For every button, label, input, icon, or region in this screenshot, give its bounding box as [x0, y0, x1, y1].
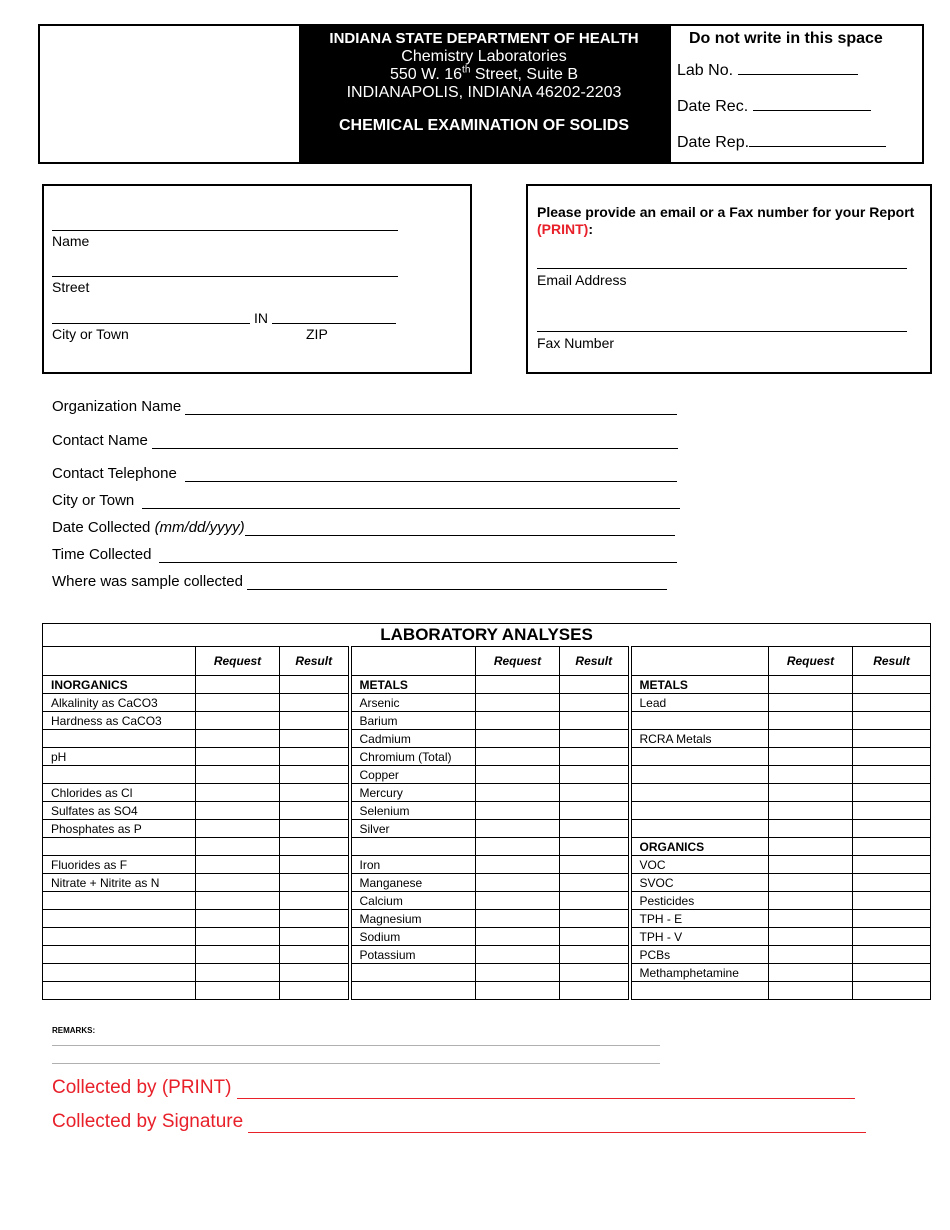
result-cell[interactable]: [280, 982, 350, 1000]
analyte-label: Sulfates as SO4: [43, 802, 196, 820]
result-cell[interactable]: [280, 748, 350, 766]
request-cell[interactable]: [476, 802, 560, 820]
request-cell[interactable]: [769, 802, 853, 820]
analyte-label: [43, 910, 196, 928]
analyte-label: [43, 946, 196, 964]
result-cell[interactable]: [853, 730, 931, 748]
analyte-label: Silver: [350, 820, 476, 838]
request-cell[interactable]: [476, 694, 560, 712]
street-label: Street: [52, 279, 90, 295]
result-cell[interactable]: [853, 838, 931, 856]
request-cell[interactable]: [769, 856, 853, 874]
request-cell[interactable]: [769, 982, 853, 1000]
analyte-label: Cadmium: [350, 730, 476, 748]
table-row: [43, 838, 931, 856]
analyte-label: Calcium: [350, 892, 476, 910]
analyte-label: Alkalinity as CaCO3: [43, 694, 196, 712]
request-cell[interactable]: [769, 676, 853, 694]
result-cell[interactable]: [280, 784, 350, 802]
lab-name: Chemistry Laboratories: [401, 48, 567, 65]
analyte-label: Potassium: [350, 946, 476, 964]
result-cell[interactable]: [853, 946, 931, 964]
sample-location-field[interactable]: Where was sample collected: [52, 573, 667, 590]
request-cell[interactable]: [196, 730, 280, 748]
result-cell[interactable]: [560, 964, 630, 982]
column-header-result: Result: [280, 647, 350, 676]
result-cell[interactable]: [853, 784, 931, 802]
result-cell[interactable]: [560, 766, 630, 784]
request-cell[interactable]: [196, 784, 280, 802]
request-cell[interactable]: [196, 802, 280, 820]
date-collected-field[interactable]: Date Collected (mm/dd/yyyy): [52, 519, 675, 536]
street-line[interactable]: [52, 276, 398, 277]
form-title: CHEMICAL EXAMINATION OF SOLIDS: [338, 117, 630, 134]
analyte-label: [630, 748, 769, 766]
fax-label: Fax Number: [537, 335, 615, 351]
collected-by-signature-field[interactable]: Collected by Signature: [52, 1111, 866, 1133]
request-cell[interactable]: [476, 748, 560, 766]
contact-city-field[interactable]: City or Town: [52, 492, 680, 509]
request-cell[interactable]: [476, 946, 560, 964]
remarks-line[interactable]: [52, 1063, 660, 1064]
analyte-label: Fluorides as F: [43, 856, 196, 874]
table-row: [43, 748, 931, 766]
request-cell[interactable]: [196, 964, 280, 982]
request-cell[interactable]: [196, 874, 280, 892]
analyte-label: [43, 964, 196, 982]
laboratory-analyses-table: [42, 623, 931, 1000]
analyte-label: Magnesium: [350, 910, 476, 928]
table-row: [43, 928, 931, 946]
table-row: [43, 820, 931, 838]
request-cell[interactable]: [196, 820, 280, 838]
result-cell[interactable]: [853, 748, 931, 766]
result-cell[interactable]: [560, 946, 630, 964]
analyte-label: Iron: [350, 856, 476, 874]
column-header-result: Result: [853, 647, 931, 676]
email-label: Email Address: [537, 272, 627, 288]
department-name: INDIANA STATE DEPARTMENT OF HEALTH: [329, 30, 639, 47]
result-cell[interactable]: [280, 802, 350, 820]
analyte-label: pH: [43, 748, 196, 766]
result-cell[interactable]: [560, 820, 630, 838]
request-cell[interactable]: [476, 910, 560, 928]
request-cell[interactable]: [476, 784, 560, 802]
analyte-label: Pesticides: [630, 892, 769, 910]
table-row: [43, 766, 931, 784]
analyte-label: [350, 838, 476, 856]
analyte-label: Chlorides as Cl: [43, 784, 196, 802]
analyte-label: [43, 730, 196, 748]
request-cell[interactable]: [196, 856, 280, 874]
request-cell[interactable]: [476, 730, 560, 748]
analyte-label: [43, 928, 196, 946]
request-cell[interactable]: [769, 748, 853, 766]
result-cell[interactable]: [280, 964, 350, 982]
lab-city: INDIANAPOLIS, INDIANA 46202-2203: [346, 84, 622, 101]
result-cell[interactable]: [560, 874, 630, 892]
analyte-label: TPH - V: [630, 928, 769, 946]
analyte-label: [630, 802, 769, 820]
table-row: [43, 856, 931, 874]
table-row: [43, 802, 931, 820]
result-cell[interactable]: [280, 766, 350, 784]
analyte-label: Phosphates as P: [43, 820, 196, 838]
result-cell[interactable]: [560, 784, 630, 802]
request-cell[interactable]: [769, 874, 853, 892]
result-cell[interactable]: [560, 910, 630, 928]
analyte-label: Selenium: [350, 802, 476, 820]
analyte-label: SVOC: [630, 874, 769, 892]
request-cell[interactable]: [196, 838, 280, 856]
analyte-label: [630, 784, 769, 802]
zip-label: ZIP: [306, 326, 328, 342]
request-cell[interactable]: [769, 928, 853, 946]
result-cell[interactable]: [853, 856, 931, 874]
request-cell[interactable]: [476, 712, 560, 730]
analyte-label: ORGANICS: [630, 838, 769, 856]
name-label: Name: [52, 233, 90, 249]
zip-line[interactable]: [272, 323, 396, 324]
result-cell[interactable]: [853, 982, 931, 1000]
form-header: [38, 24, 924, 164]
result-cell[interactable]: [560, 676, 630, 694]
office-use-title: Do not write in this space: [689, 30, 883, 47]
analyte-label: RCRA Metals: [630, 730, 769, 748]
remarks-label: REMARKS:: [52, 1026, 96, 1035]
analyte-label: Nitrate + Nitrite as N: [43, 874, 196, 892]
department-block: [299, 26, 669, 162]
time-collected-field[interactable]: Time Collected: [52, 546, 677, 563]
request-cell[interactable]: [196, 928, 280, 946]
result-cell[interactable]: [280, 892, 350, 910]
result-cell[interactable]: [280, 874, 350, 892]
analyte-label: [630, 982, 769, 1000]
result-cell[interactable]: [853, 874, 931, 892]
table-row: [43, 694, 931, 712]
table-row: [43, 964, 931, 982]
analyte-label: [43, 766, 196, 784]
request-cell[interactable]: [476, 676, 560, 694]
state-value: IN: [254, 310, 268, 326]
column-header-request: Request: [769, 647, 853, 676]
result-cell[interactable]: [280, 730, 350, 748]
analyte-label: [630, 820, 769, 838]
organization-field[interactable]: Organization Name: [52, 398, 677, 415]
result-cell[interactable]: [560, 748, 630, 766]
request-cell[interactable]: [476, 820, 560, 838]
logo-area: [40, 26, 299, 162]
request-cell[interactable]: [196, 748, 280, 766]
analyte-label: [43, 982, 196, 1000]
report-prompt: Please provide an email or a Fax number for your Report (PRINT):: [537, 204, 915, 237]
analyte-label: [350, 964, 476, 982]
analyses-body: [43, 676, 931, 1000]
analyte-label: TPH - E: [630, 910, 769, 928]
result-cell[interactable]: [560, 928, 630, 946]
result-cell[interactable]: [560, 856, 630, 874]
result-cell[interactable]: [280, 946, 350, 964]
result-cell[interactable]: [280, 856, 350, 874]
request-cell[interactable]: [769, 838, 853, 856]
request-cell[interactable]: [476, 838, 560, 856]
table-row: [43, 892, 931, 910]
analyte-label: Hardness as CaCO3: [43, 712, 196, 730]
result-cell[interactable]: [853, 694, 931, 712]
lab-street: 550 W. 16th Street, Suite B: [390, 64, 578, 83]
city-label: City or Town: [52, 326, 129, 342]
analyte-label: [350, 982, 476, 1000]
remarks-line[interactable]: [52, 1045, 660, 1046]
request-cell[interactable]: [769, 820, 853, 838]
city-line[interactable]: [52, 323, 250, 324]
request-cell[interactable]: [196, 910, 280, 928]
table-row: [43, 730, 931, 748]
analyte-label: Chromium (Total): [350, 748, 476, 766]
result-cell[interactable]: [280, 712, 350, 730]
column-header-result: Result: [560, 647, 630, 676]
analyte-label: [43, 892, 196, 910]
table-row: [43, 712, 931, 730]
request-cell[interactable]: [196, 982, 280, 1000]
analyte-label: VOC: [630, 856, 769, 874]
report-contact-box: [526, 184, 932, 374]
request-cell[interactable]: [769, 946, 853, 964]
result-cell[interactable]: [560, 712, 630, 730]
request-cell[interactable]: [769, 964, 853, 982]
table-title: LABORATORY ANALYSES: [43, 624, 931, 647]
column-header-blank: [630, 647, 769, 676]
result-cell[interactable]: [853, 820, 931, 838]
table-row: [43, 874, 931, 892]
date-rep-field[interactable]: Date Rep.: [677, 134, 886, 152]
result-cell[interactable]: [853, 802, 931, 820]
result-cell[interactable]: [560, 802, 630, 820]
contact-name-field[interactable]: Contact Name: [52, 432, 678, 449]
request-cell[interactable]: [476, 982, 560, 1000]
analyte-label: [630, 712, 769, 730]
analyte-label: PCBs: [630, 946, 769, 964]
fax-line[interactable]: [537, 331, 907, 332]
result-cell[interactable]: [280, 910, 350, 928]
analyte-label: Sodium: [350, 928, 476, 946]
collected-by-print-field[interactable]: Collected by (PRINT): [52, 1077, 855, 1099]
request-cell[interactable]: [476, 892, 560, 910]
date-rec-field[interactable]: Date Rec.: [677, 98, 871, 116]
request-cell[interactable]: [196, 712, 280, 730]
request-cell[interactable]: [476, 874, 560, 892]
request-cell[interactable]: [769, 892, 853, 910]
analyte-label: Arsenic: [350, 694, 476, 712]
result-cell[interactable]: [560, 838, 630, 856]
column-header-request: Request: [196, 647, 280, 676]
request-cell[interactable]: [196, 766, 280, 784]
analyte-label: METALS: [630, 676, 769, 694]
result-cell[interactable]: [280, 838, 350, 856]
result-cell[interactable]: [853, 892, 931, 910]
result-cell[interactable]: [280, 820, 350, 838]
result-cell[interactable]: [853, 928, 931, 946]
result-cell[interactable]: [280, 694, 350, 712]
analyte-label: Barium: [350, 712, 476, 730]
table-row: [43, 676, 931, 694]
table-row: [43, 910, 931, 928]
request-cell[interactable]: [476, 766, 560, 784]
result-cell[interactable]: [280, 676, 350, 694]
analyte-label: Mercury: [350, 784, 476, 802]
result-cell[interactable]: [560, 982, 630, 1000]
table-row: [43, 946, 931, 964]
request-cell[interactable]: [769, 712, 853, 730]
result-cell[interactable]: [853, 766, 931, 784]
request-cell[interactable]: [196, 694, 280, 712]
lab-no-field[interactable]: Lab No.: [677, 62, 858, 80]
result-cell[interactable]: [280, 928, 350, 946]
result-cell[interactable]: [560, 892, 630, 910]
request-cell[interactable]: [196, 676, 280, 694]
request-cell[interactable]: [769, 910, 853, 928]
table-row: [43, 784, 931, 802]
request-cell[interactable]: [476, 964, 560, 982]
result-cell[interactable]: [853, 964, 931, 982]
analyte-label: [630, 766, 769, 784]
analyte-label: [43, 838, 196, 856]
result-cell[interactable]: [560, 694, 630, 712]
table-row: [43, 982, 931, 1000]
request-cell[interactable]: [196, 946, 280, 964]
column-header-blank: [43, 647, 196, 676]
request-cell[interactable]: [769, 694, 853, 712]
analyte-label: Copper: [350, 766, 476, 784]
analyte-label: Methamphetamine: [630, 964, 769, 982]
column-header-request: Request: [476, 647, 560, 676]
analyte-label: Lead: [630, 694, 769, 712]
address-box: [42, 184, 472, 374]
result-cell[interactable]: [853, 910, 931, 928]
contact-telephone-field[interactable]: Contact Telephone: [52, 465, 677, 482]
office-use-block: [669, 26, 923, 162]
result-cell[interactable]: [853, 712, 931, 730]
result-cell[interactable]: [853, 676, 931, 694]
request-cell[interactable]: [769, 766, 853, 784]
result-cell[interactable]: [560, 730, 630, 748]
request-cell[interactable]: [476, 856, 560, 874]
analyte-label: INORGANICS: [43, 676, 196, 694]
name-line[interactable]: [52, 230, 398, 231]
analyte-label: METALS: [350, 676, 476, 694]
email-line[interactable]: [537, 268, 907, 269]
column-header-blank: [350, 647, 476, 676]
request-cell[interactable]: [769, 784, 853, 802]
request-cell[interactable]: [476, 928, 560, 946]
analyte-label: Manganese: [350, 874, 476, 892]
request-cell[interactable]: [196, 892, 280, 910]
request-cell[interactable]: [769, 730, 853, 748]
